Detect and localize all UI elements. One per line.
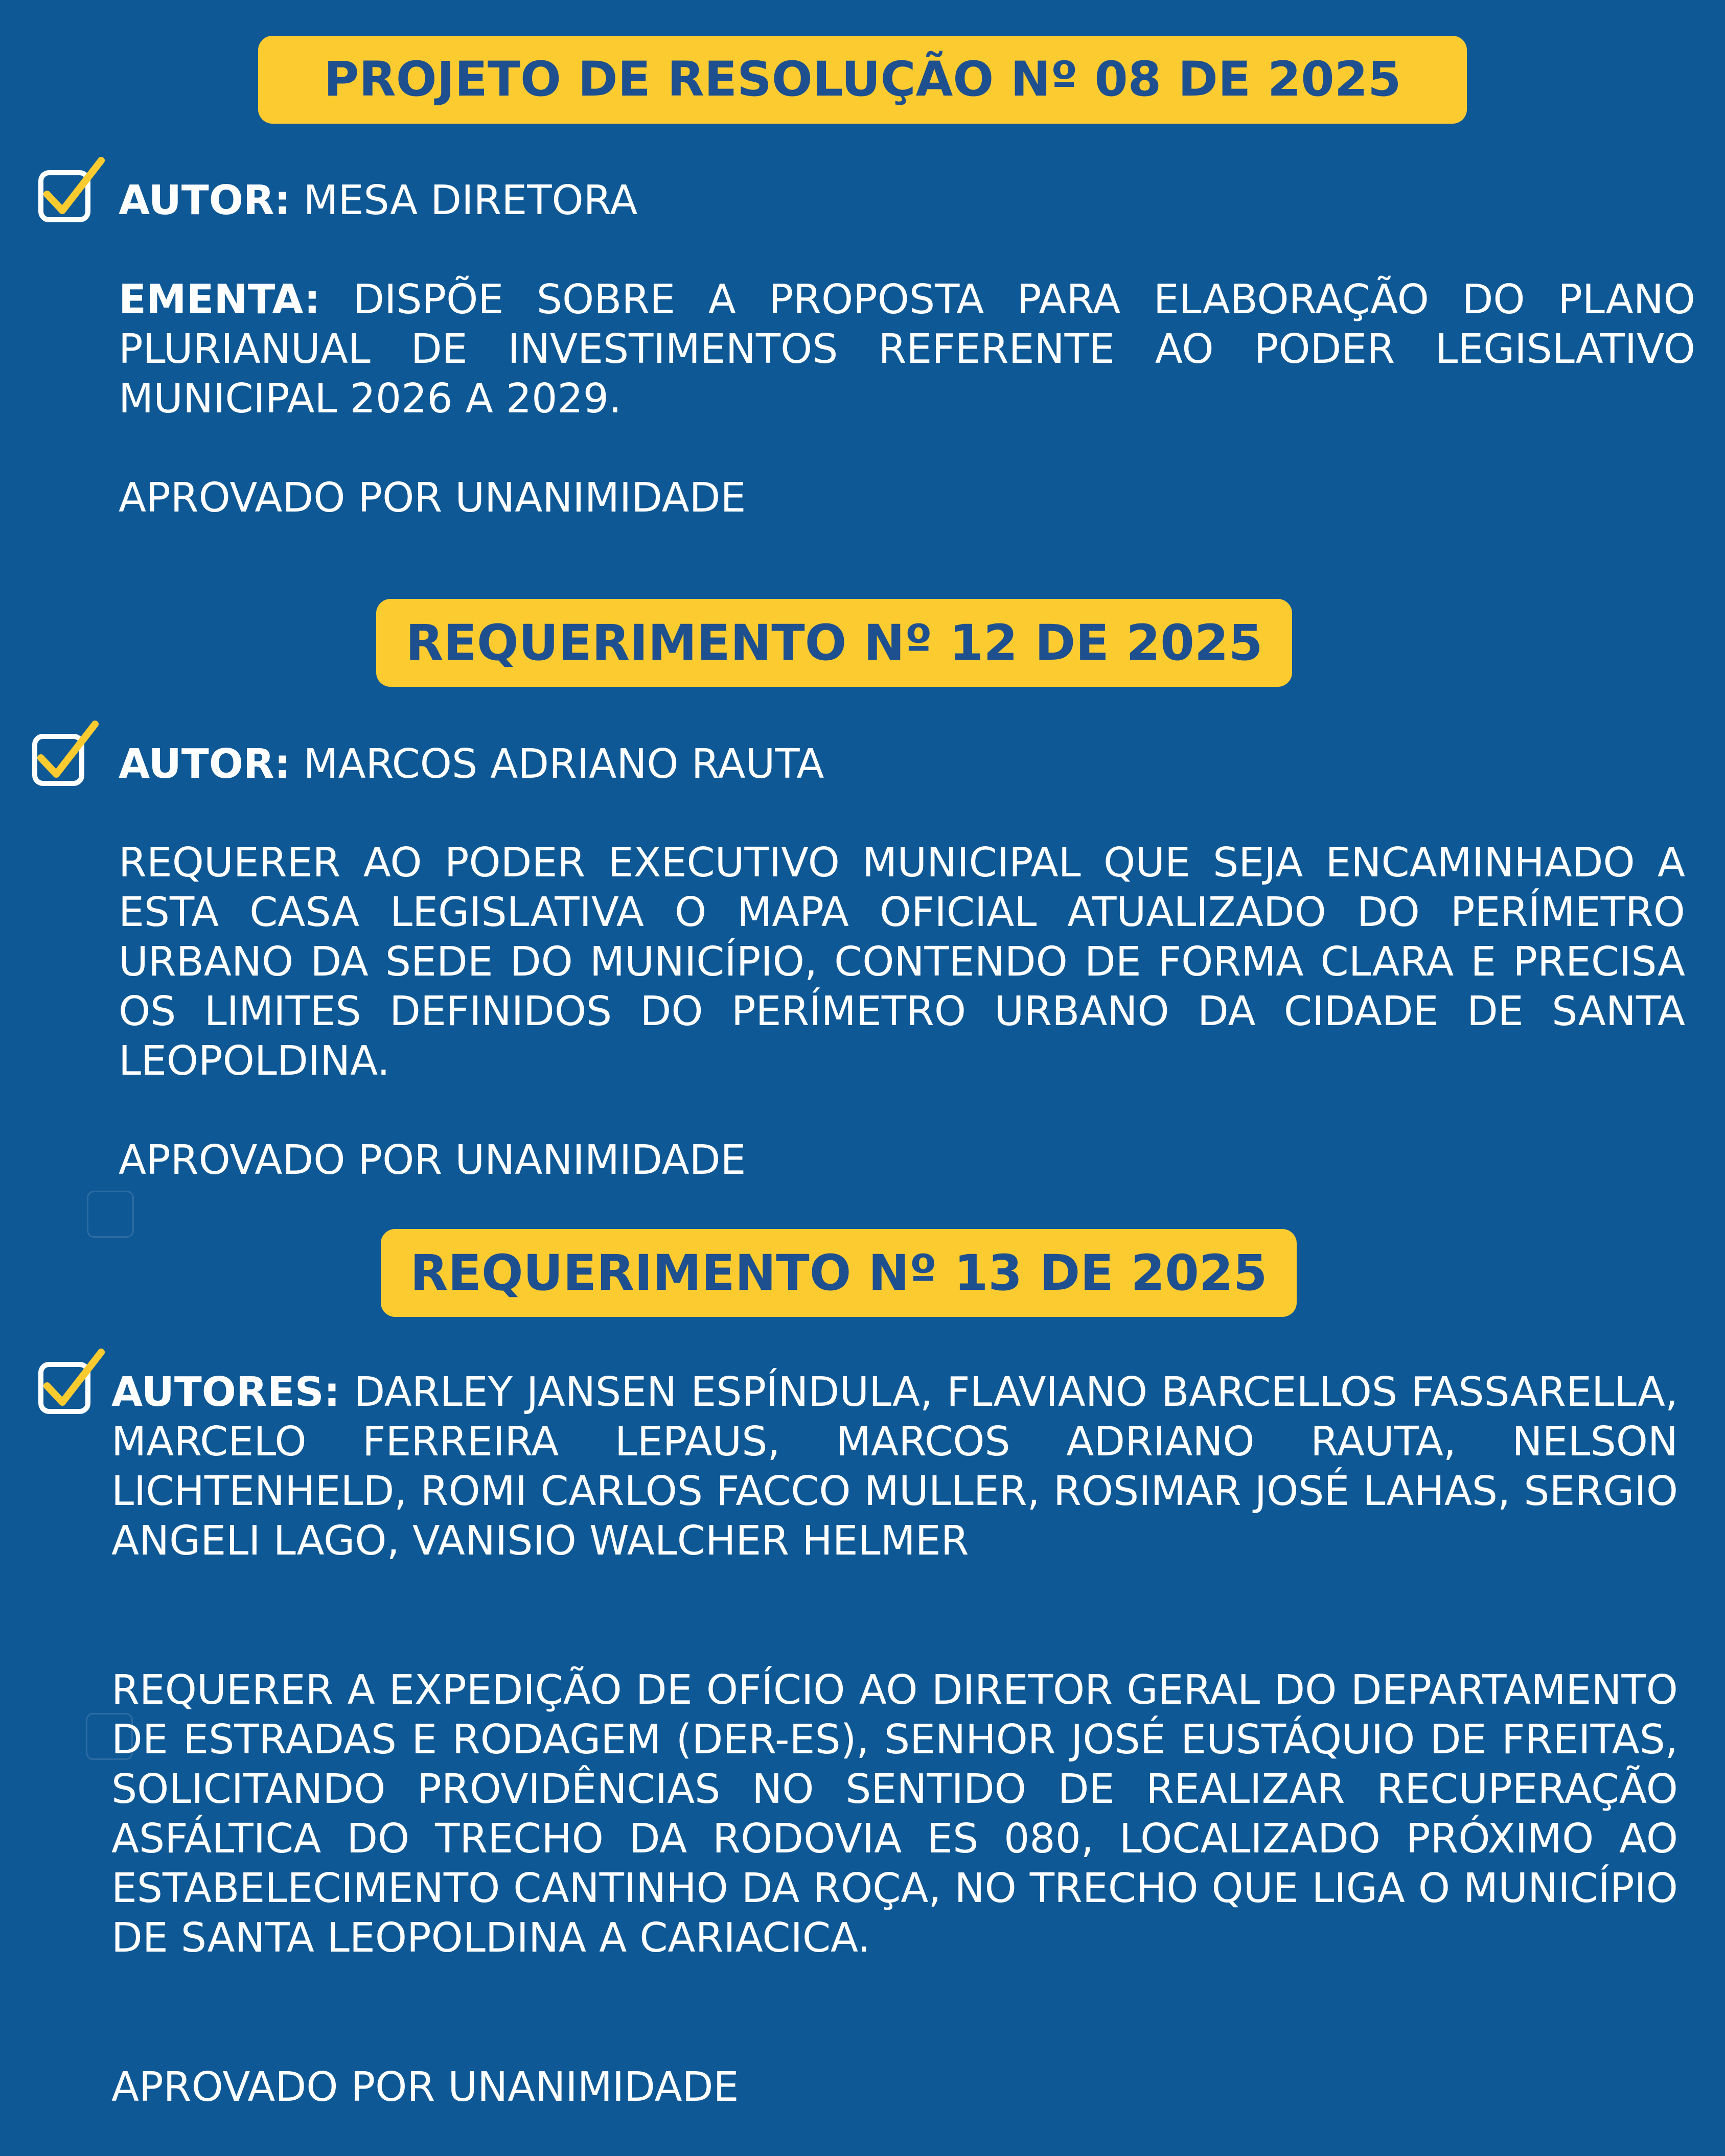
summary-label: EMENTA:	[119, 276, 320, 323]
author-label: AUTOR:	[119, 177, 291, 224]
item-1-summary	[119, 275, 1695, 424]
checkbox-check-icon	[36, 153, 107, 225]
author-value: MESA DIRETORA	[303, 177, 638, 224]
ghost-checkbox	[87, 1191, 134, 1238]
item-3-authors	[111, 1367, 1678, 1566]
authors-label: AUTORES:	[111, 1369, 340, 1416]
item-2-summary	[119, 838, 1685, 1086]
checkbox-check-icon	[36, 1345, 107, 1417]
summary-value: REQUERER A EXPEDIÇÃO DE OFÍCIO AO DIRETOR GERAL DO DEPARTAMENTO DE ESTRADAS E RODAGEM (DER-ES), SENHOR JOSÉ EUSTÁQUIO DE FREITAS, SOLICITANDO PROVIDÊNCIAS NO SENTIDO DE REALIZAR RECUPERAÇÃO ASFÁLTICA DO TRECHO DA RODOVIA ES 080, LOCALIZADO PRÓXIMO AO ESTABELECIMENTO CANTINHO DA ROÇA, NO TRECHO QUE LIGA O MUNICÍPIO DE SANTA LEOPOLDINA A CARIACICA.	[111, 1666, 1678, 1961]
item-3-result: APROVADO POR UNANIMIDADE	[111, 2064, 739, 2111]
item-1-author	[119, 176, 1182, 225]
title-banner-1	[258, 36, 1467, 124]
item-2-title: REQUERIMENTO Nº 12 DE 2025	[405, 614, 1263, 671]
item-2-result: APROVADO POR UNANIMIDADE	[119, 1137, 746, 1184]
author-label: AUTOR:	[119, 740, 291, 787]
authors-value: DARLEY JANSEN ESPÍNDULA, FLAVIANO BARCELLOS FASSARELLA, MARCELO FERREIRA LEPAUS, MARCOS ADRIANO RAUTA, NELSON LICHTENHELD, ROMI CARLOS FACCO MULLER, ROSIMAR JOSÉ LAHAS, SERGIO ANGELI LAGO, VANISIO WALCHER HELMER	[111, 1369, 1678, 1564]
title-banner-2	[376, 599, 1292, 687]
author-value: MARCOS ADRIANO RAUTA	[303, 740, 824, 787]
item-3-title: REQUERIMENTO Nº 13 DE 2025	[410, 1244, 1268, 1302]
item-1-title: PROJETO DE RESOLUÇÃO Nº 08 DE 2025	[324, 52, 1401, 107]
item-3-summary	[111, 1665, 1678, 1963]
summary-value: DISPÕE SOBRE A PROPOSTA PARA ELABORAÇÃO DO PLANO PLURIANUAL DE INVESTIMENTOS REFERENTE AO PODER LEGISLATIVO MUNICIPAL 2026 A 2029.	[119, 276, 1695, 422]
summary-value: REQUERER AO PODER EXECUTIVO MUNICIPAL QUE SEJA ENCAMINHADO A ESTA CASA LEGISLATIVA O MAPA OFICIAL ATUALIZADO DO PERÍMETRO URBANO DA SEDE DO MUNICÍPIO, CONTENDO DE FORMA CLARA E PRECISA OS LIMITES DEFINIDOS DO PERÍMETRO URBANO DA CIDADE DE SANTA LEOPOLDINA.	[119, 839, 1685, 1084]
title-banner-3	[381, 1229, 1297, 1317]
item-1-result: APROVADO POR UNANIMIDADE	[119, 474, 746, 521]
checkbox-check-icon	[30, 717, 101, 789]
item-2-author	[119, 739, 1182, 789]
